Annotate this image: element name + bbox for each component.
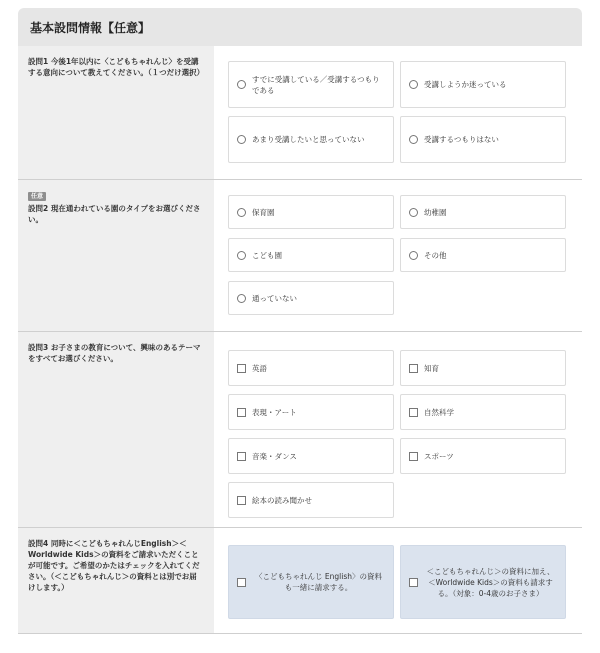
q3-option-art[interactable]: [228, 394, 394, 430]
checkbox-icon: [409, 452, 418, 461]
option-label: 〈こどもちゃれんじ English〉の資料も一緒に請求する。: [255, 572, 382, 592]
q4-option-english-materials[interactable]: [228, 545, 394, 619]
option-label: 音楽・ダンス: [252, 451, 297, 461]
option-label: その他: [424, 250, 447, 260]
option-label: あまり受講したいと思っていない: [252, 135, 365, 144]
question-2: [18, 180, 582, 332]
option-label: 受講するつもりはない: [424, 135, 499, 144]
q2-option-other[interactable]: [400, 238, 566, 272]
option-label: 自然科学: [424, 407, 454, 417]
question-1-options: [214, 46, 582, 179]
basic-questions-section: [18, 8, 582, 634]
checkbox-icon: [409, 408, 418, 417]
radio-icon: [237, 80, 246, 89]
q1-option-already-enrolled[interactable]: [228, 61, 394, 108]
option-label: 知育: [424, 363, 439, 373]
q4-option-worldwide-kids[interactable]: [400, 545, 566, 619]
option-label: 絵本の読み聞かせ: [252, 495, 312, 505]
question-4-options: [214, 528, 582, 633]
optional-tag: 任意: [28, 192, 46, 201]
option-label: こども園: [252, 250, 282, 260]
q1-option-no-intent[interactable]: [400, 116, 566, 163]
radio-icon: [237, 251, 246, 260]
q3-option-music-dance[interactable]: [228, 438, 394, 474]
question-4: [18, 528, 582, 634]
checkbox-icon: [409, 364, 418, 373]
checkbox-icon: [409, 578, 418, 587]
checkbox-icon: [237, 496, 246, 505]
question-1-label: 設問1 今後1年以内に〈こどもちゃれんじ〉を受講する意向について教えてください。（１つだけ選択）: [18, 46, 214, 179]
q2-option-youchien[interactable]: [400, 195, 566, 229]
option-label: 保育園: [252, 207, 275, 217]
question-4-label: 設問4 同時に＜こどもちゃれんじEnglish＞＜Worldwide Kids＞の資料をご請求いただくことが可能です。ご希望のかたはチェックを入れてください。（＜こどもちゃれんじ＞の資料とは別でお届けします。）: [18, 528, 214, 633]
option-label: 英語: [252, 363, 267, 373]
radio-icon: [409, 251, 418, 260]
option-label: ＜こどもちゃれんじ＞の資料に加え、＜Worldwide Kids＞の資料も請求する。（対象：0-4歳のお子さま）: [426, 566, 555, 598]
option-label: 幼稚園: [424, 207, 447, 217]
question-2-label: 設問2 現在通われている園のタイプをお選びください。: [28, 204, 201, 224]
question-3-label: 設問3 お子さまの教育について、興味のあるテーマをすべてお選びください。: [18, 332, 214, 527]
option-label: すでに受講している／受講するつもりである: [252, 74, 380, 95]
radio-icon: [409, 208, 418, 217]
question-1: [18, 46, 582, 180]
q3-option-picture-book[interactable]: [228, 482, 394, 518]
question-2-label-block: [18, 180, 214, 331]
q3-option-science[interactable]: [400, 394, 566, 430]
option-label: 受講しようか迷っている: [424, 80, 507, 89]
radio-icon: [237, 135, 246, 144]
q2-option-kodomoen[interactable]: [228, 238, 394, 272]
option-label: 通っていない: [252, 293, 297, 303]
radio-icon: [409, 135, 418, 144]
radio-icon: [237, 294, 246, 303]
question-3-options: [214, 332, 582, 527]
q2-option-hoikuen[interactable]: [228, 195, 394, 229]
checkbox-icon: [237, 408, 246, 417]
question-2-options: [214, 180, 582, 331]
question-3: [18, 332, 582, 528]
option-label: スポーツ: [424, 451, 454, 461]
q3-option-sports[interactable]: [400, 438, 566, 474]
q1-option-undecided[interactable]: [400, 61, 566, 108]
radio-icon: [237, 208, 246, 217]
checkbox-icon: [237, 452, 246, 461]
checkbox-icon: [237, 578, 246, 587]
option-label: 表現・アート: [252, 407, 297, 417]
radio-icon: [409, 80, 418, 89]
q3-option-english[interactable]: [228, 350, 394, 386]
q1-option-not-really[interactable]: [228, 116, 394, 163]
checkbox-icon: [237, 364, 246, 373]
q3-option-chiiku[interactable]: [400, 350, 566, 386]
q2-option-not-attending[interactable]: [228, 281, 394, 315]
section-title: 基本設問情報【任意】: [18, 8, 582, 46]
